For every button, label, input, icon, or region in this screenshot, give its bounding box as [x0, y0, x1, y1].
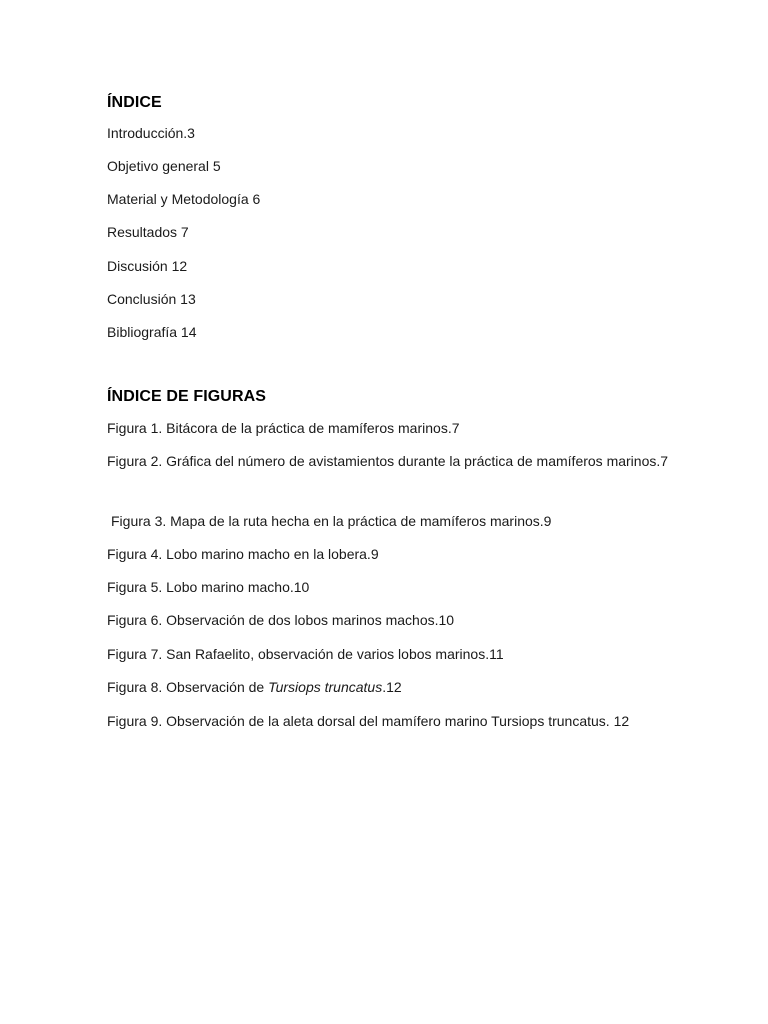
- figure-entry-4: Figura 4. Lobo marino macho en la lobera.9: [107, 546, 379, 562]
- figure-entry-5: Figura 5. Lobo marino macho.10: [107, 579, 310, 595]
- figure-entry-8: [107, 677, 402, 697]
- figure-entry-9: Figura 9. Observación de la aleta dorsal del mamífero marino Tursiops truncatus. 12: [107, 713, 630, 729]
- figure-entry-2: Figura 2. Gráfica del número de avistamientos durante la práctica de mamíferos marinos.7: [107, 453, 669, 469]
- figure-entry-7: Figura 7. San Rafaelito, observación de varios lobos marinos.11: [107, 646, 504, 662]
- index-entry-resultados: Resultados 7: [107, 224, 189, 240]
- figures-index-heading: ÍNDICE DE FIGURAS: [107, 388, 267, 405]
- index-entry-material-metodologia: Material y Metodología 6: [107, 191, 261, 207]
- index-heading: ÍNDICE: [107, 94, 162, 111]
- figure-entry-6: Figura 6. Observación de dos lobos marinos machos.10: [107, 612, 455, 628]
- figure-entry-8-species-name: Tursiops truncatus: [268, 679, 383, 695]
- index-entry-discusion: Discusión 12: [107, 258, 188, 274]
- index-entry-bibliografia: Bibliografía 14: [107, 324, 197, 340]
- index-entry-introduccion: Introducción.3: [107, 125, 195, 141]
- figure-entry-8-suffix: .12: [382, 679, 402, 695]
- figure-entry-8-prefix: Figura 8. Observación de: [107, 679, 269, 695]
- index-entry-conclusion: Conclusión 13: [107, 291, 196, 307]
- figure-entry-1: Figura 1. Bitácora de la práctica de mamíferos marinos.7: [107, 420, 460, 436]
- index-entry-objetivo-general: Objetivo general 5: [107, 158, 221, 174]
- figure-entry-3: Figura 3. Mapa de la ruta hecha en la práctica de mamíferos marinos.9: [111, 513, 552, 529]
